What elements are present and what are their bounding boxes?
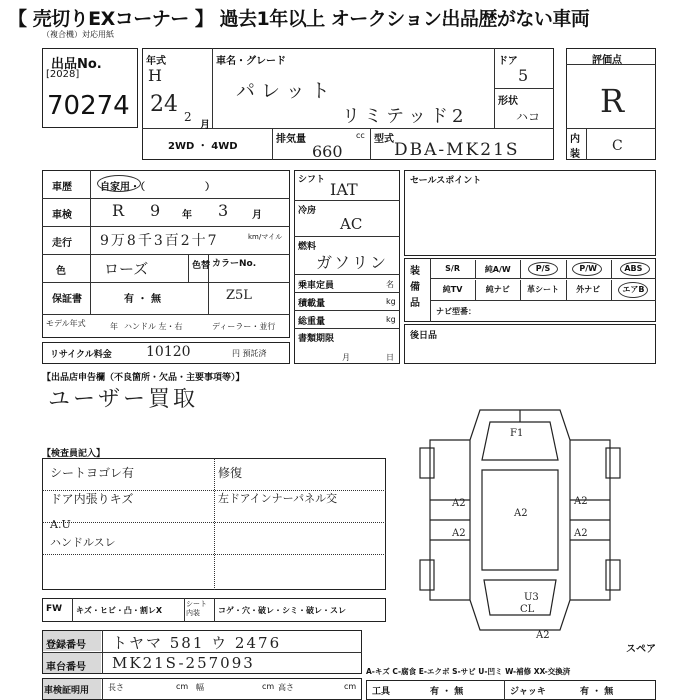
damage-mark-a2-right-front: A2 (574, 496, 588, 507)
lot-box (42, 48, 138, 128)
jack-label: ジャッキ (510, 687, 546, 697)
load-label: 積載量 (298, 299, 326, 309)
equipment-item: 外ナビ (576, 285, 601, 294)
certificate-height-unit: cm (344, 682, 357, 691)
certificate-length: 長さ (108, 683, 124, 692)
color-label: 色 (56, 266, 66, 277)
header-banner: 【 売切りEXコーナー 】 過去1年以上 オークション出品歴がない車両 (8, 8, 590, 30)
color-value: ローズ (104, 260, 149, 278)
history-value: 自家用・（ ） (100, 182, 215, 193)
tools-value: 有 ・ 無 (430, 687, 464, 697)
tools-label: 工具 (372, 687, 391, 697)
capacity-unit: 名 (386, 280, 394, 289)
spare-label: スペア (626, 644, 656, 655)
shift-value: IAT (330, 180, 358, 199)
cc-unit: cc (356, 131, 365, 140)
damage-mark-cl: CL (520, 604, 535, 615)
color-no-value: Z5L (226, 288, 252, 303)
equipment-label: 装備品 (410, 266, 420, 309)
inspector-note-1: シートヨゴレ有 (50, 466, 135, 480)
interior-label-1: 内 (570, 134, 580, 145)
inspector-note-2: ドア内張りキズ (50, 492, 134, 506)
year-value: 24 (150, 92, 178, 117)
damage-mark-a2-center: A2 (514, 508, 528, 519)
capacity-label: 乗車定員 (298, 281, 335, 291)
lot-label: 出品No. (51, 57, 102, 72)
chassis-value: MK21S-257093 (112, 654, 255, 672)
inspector-note-5: 修復 (218, 466, 243, 480)
handle-side: ハンドル 左・右 (124, 322, 183, 331)
inspector-note-3: A.U (50, 518, 71, 531)
inspection-year-unit: 年 (182, 210, 192, 221)
inspection-year: 9 (150, 201, 161, 220)
month-value: 2 (184, 110, 192, 124)
inspector-note-4: ハンドルスレ (50, 536, 116, 549)
shift-label: シフト (298, 175, 326, 185)
inspection-month-unit: 月 (252, 210, 262, 221)
ac-value: AC (340, 215, 363, 233)
inspection-label: 車検 (52, 210, 72, 221)
interior-value: C (612, 138, 623, 154)
recycle-unit: 円 預託済 (232, 349, 267, 358)
equipment-item: P/W (579, 264, 597, 273)
jack-value: 有 ・ 無 (580, 687, 614, 697)
equipment-item: 革シート (526, 285, 559, 294)
inspector-label: 【検査員記入】 (42, 449, 106, 459)
certificate-width-unit: cm (262, 682, 275, 691)
inspection-era: R (112, 201, 125, 220)
history-label: 車歴 (52, 182, 72, 193)
seat-label: シート内装 (186, 600, 207, 617)
equipment-item: 純A/W (484, 265, 511, 274)
door-value: 5 (518, 66, 529, 85)
post-items-label: 後日品 (410, 331, 438, 341)
fuel-label: 燃料 (298, 242, 317, 252)
equipment-item: 純TV (442, 285, 463, 294)
mileage-label: 走行 (52, 238, 72, 249)
displacement-label: 排気量 (276, 134, 306, 145)
mileage-value: 9万8千3百2十7 (100, 233, 219, 249)
registration-label: 登録番号 (46, 640, 86, 651)
color-no-label: カラーNo. (212, 259, 257, 269)
docs-day: 日 (386, 353, 394, 362)
damage-legend: A-キズ C-腐食 E-エクボ S-サビ U-凹ミ W-補修 XX-交換済 (366, 667, 571, 676)
name-label: 車名・グレード (216, 56, 286, 67)
certificate-label: 車検証明用 (44, 686, 90, 696)
equipment-item: エアB (622, 285, 645, 294)
certificate-length-unit: cm (176, 682, 189, 691)
damage-mark-f1: F1 (510, 428, 524, 439)
displacement-value: 660 (312, 142, 343, 161)
year-era: H (148, 66, 162, 85)
declaration-label: 【出品店申告欄（不良箇所・欠品・主要事項等）】 (42, 373, 245, 383)
score-label: 評価点 (592, 55, 622, 66)
door-label: ドア (498, 56, 518, 67)
fuel-value: ガソリン (316, 253, 389, 272)
color-change: 色替 (192, 261, 211, 271)
model-year-label: モデル年式 (46, 319, 86, 328)
vehicle-grade: リミテッド2 (342, 106, 468, 127)
lot-code: [2028] (46, 69, 80, 80)
damage-mark-a2-right-rear: A2 (574, 528, 588, 539)
equipment-item: P/S (535, 264, 551, 273)
ac-label: 冷房 (298, 206, 317, 216)
recycle-value: 10120 (146, 344, 191, 360)
year-label: 年式 (146, 56, 166, 67)
certificate-height: 高さ (278, 683, 294, 692)
model-label: 型式 (374, 134, 394, 145)
damage-mark-a2-rear: A2 (536, 630, 550, 641)
post-items-box (404, 324, 656, 364)
nav-model-label: ナビ型番： (436, 307, 476, 316)
header-subnote: （複合機）対応用紙 (42, 30, 114, 39)
score-value: R (600, 82, 625, 120)
inspector-note-6: 左ドアインナーパネル交 (218, 492, 338, 505)
model-year-unit: 年 (110, 322, 118, 331)
model-value: DBA-MK21S (394, 140, 520, 160)
load-unit: kg (386, 297, 396, 306)
declaration-text: ユーザー買取 (48, 387, 199, 412)
equipment-item: 純ナビ (485, 285, 510, 294)
sales-point-label: セールスポイント (410, 176, 482, 186)
weight-label: 総重量 (298, 317, 326, 327)
warranty-label: 保証書 (52, 294, 82, 305)
certificate-width: 幅 (196, 683, 204, 692)
weight-unit: kg (386, 315, 396, 324)
docs-label: 書類期限 (298, 334, 335, 344)
warranty-value: 有 ・ 無 (124, 294, 161, 305)
seat-items: コゲ・穴・破レ・シミ・破レ・スレ (218, 606, 346, 615)
drive-type: 2WD ・ 4WD (168, 141, 238, 152)
fw-label: FW (46, 604, 63, 614)
shape-value: ハコ (516, 110, 541, 124)
equipment-item: S/R (445, 264, 461, 273)
damage-mark-a2-left-front: A2 (452, 498, 466, 509)
vehicle-name: パレット (236, 80, 336, 102)
month-unit: 月 (200, 120, 210, 131)
mileage-unit: km/マイル (248, 233, 283, 241)
interior-label-2: 装 (570, 149, 580, 160)
damage-mark-a2-left-rear: A2 (452, 528, 466, 539)
inspection-month: 3 (218, 201, 229, 220)
chassis-label: 車台番号 (46, 662, 86, 673)
damage-mark-u3: U3 (524, 592, 539, 603)
recycle-label: リサイクル料金 (50, 350, 112, 360)
lot-number: 70274 (47, 91, 130, 121)
dealer-type: ディーラー・並行 (212, 322, 276, 331)
equipment-item: ABS (624, 264, 643, 273)
registration-value: トヤマ 581 ウ 2476 (112, 634, 282, 652)
shape-label: 形状 (498, 96, 518, 107)
fw-items: キズ・ヒビ・凸・割レX (76, 606, 163, 615)
docs-month: 月 (342, 353, 350, 362)
